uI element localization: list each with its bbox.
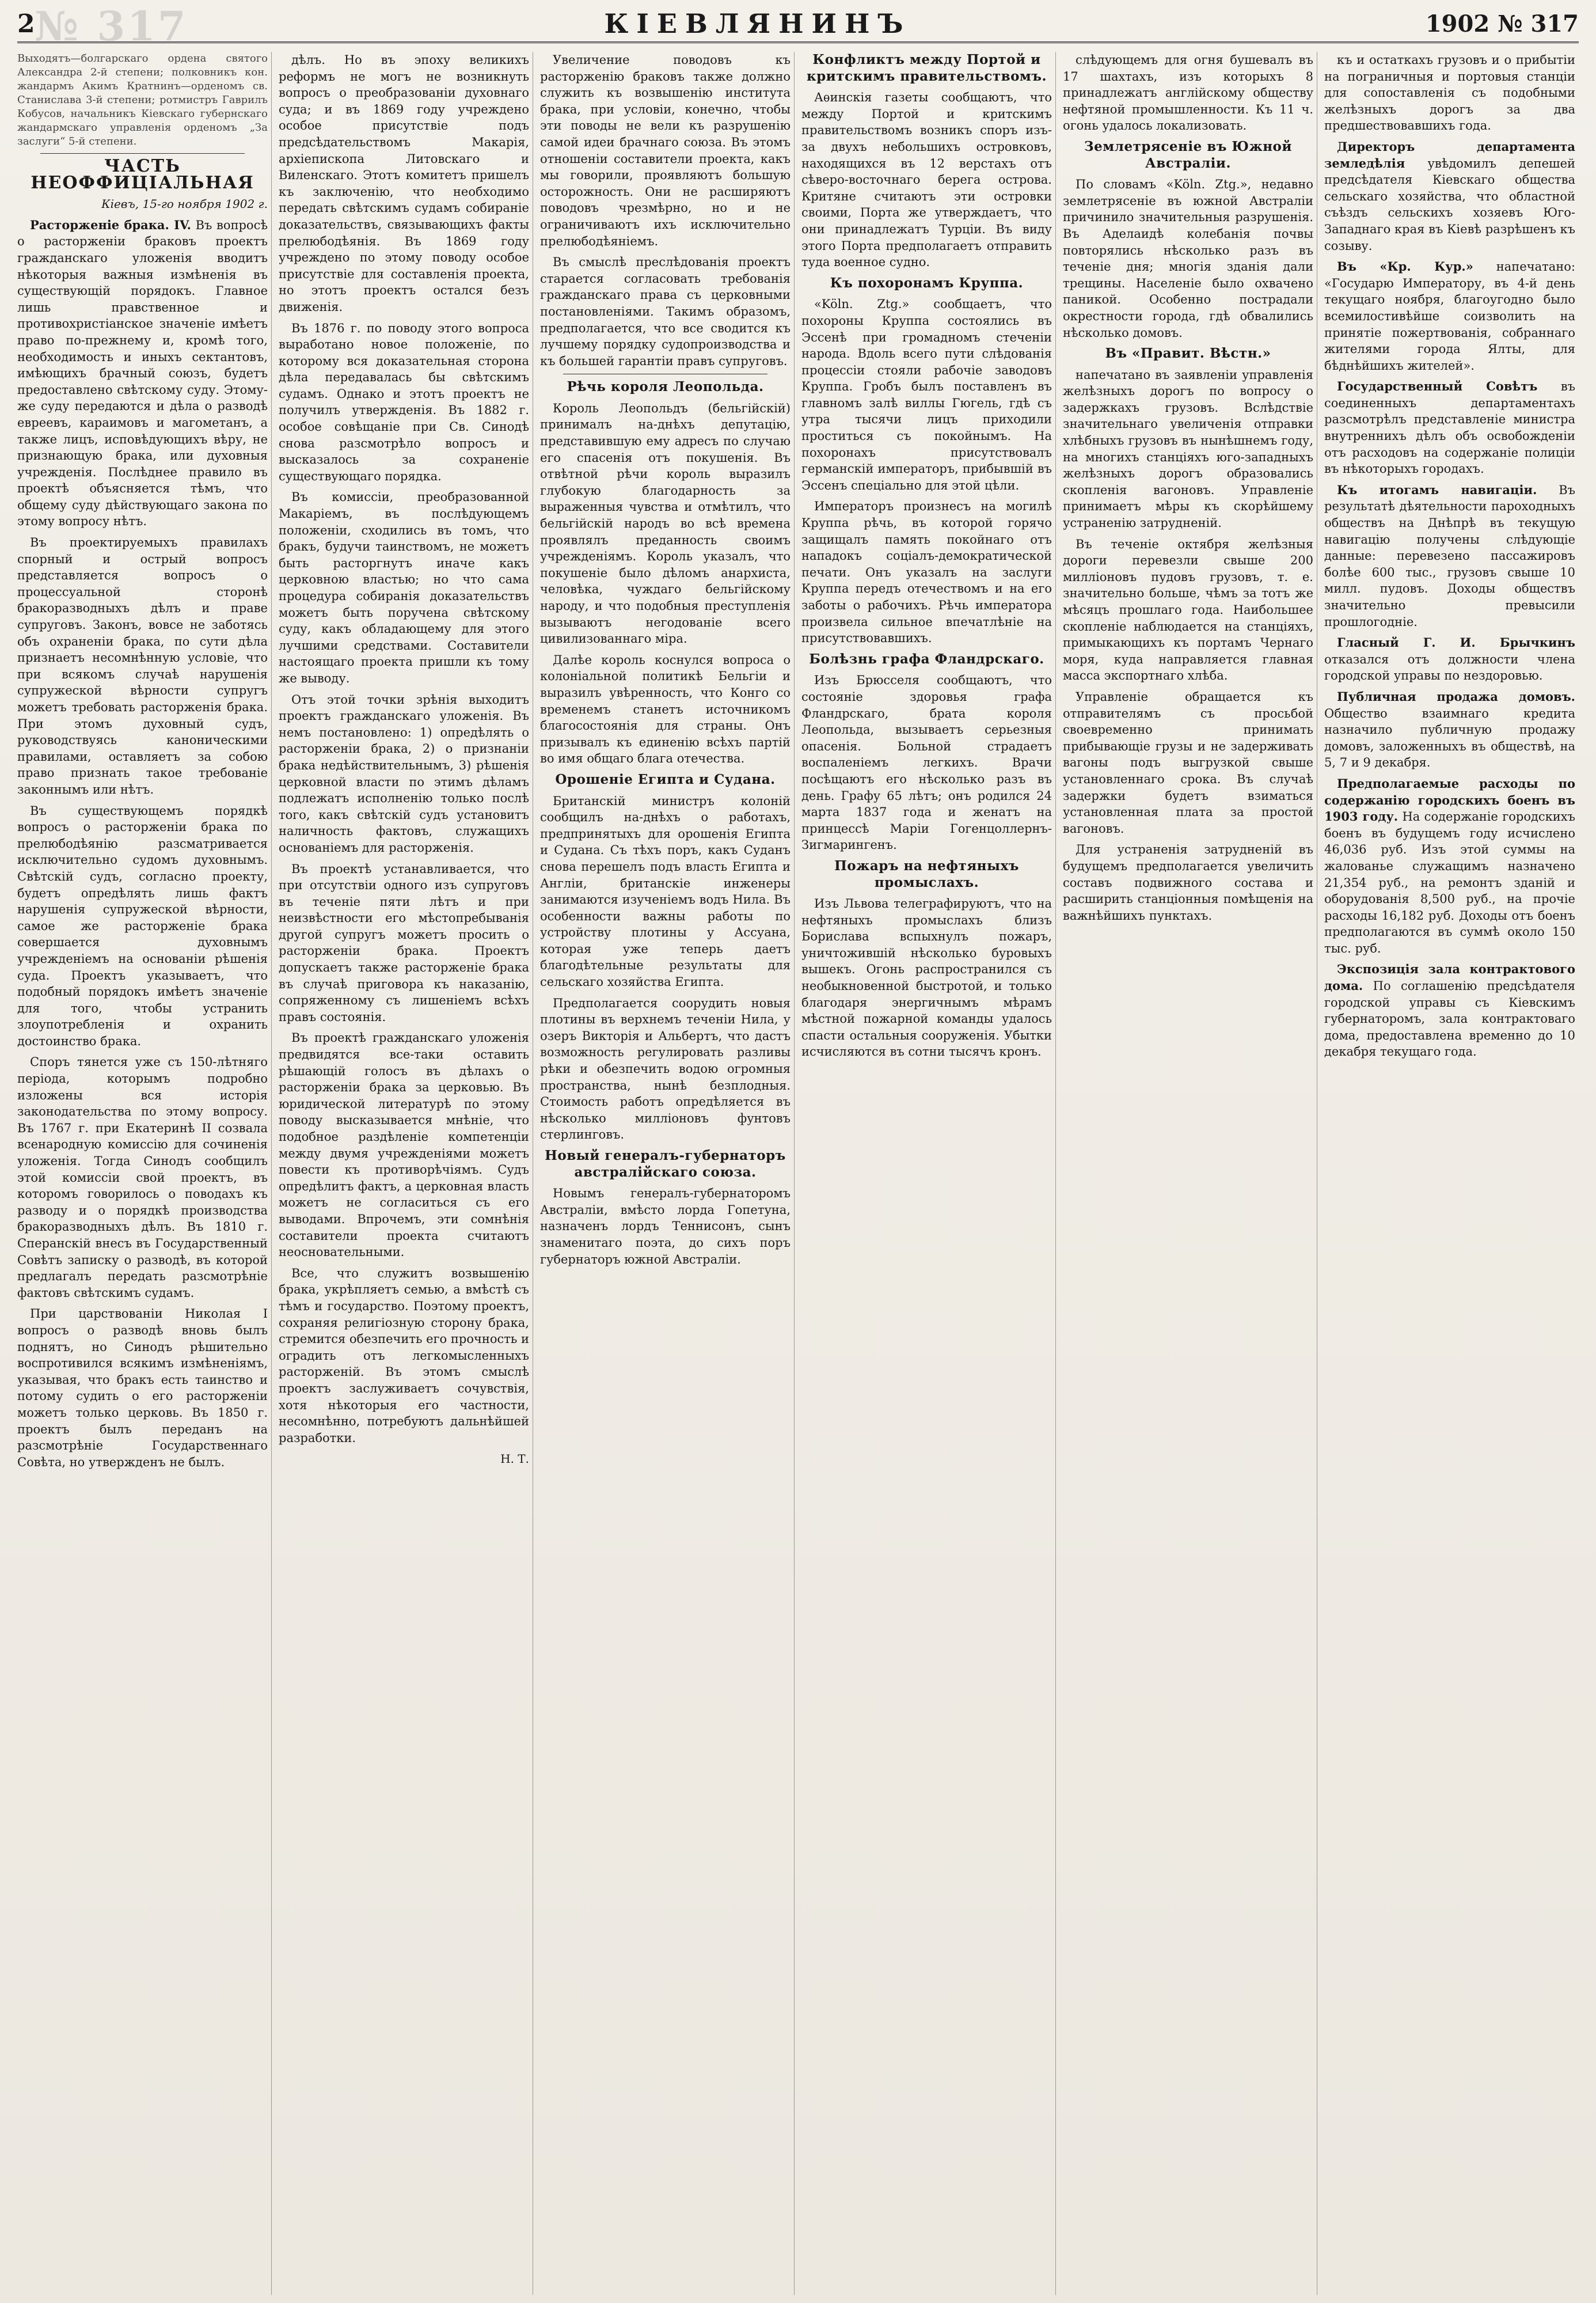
paragraph: Императоръ произнесъ на могилѣ Круппа рѣчь, въ которой горячо защищалъ память покойнаго отъ нападокъ соціалъ-демократической печати. Онъ указалъ на заслуги Круппа передъ отечествомъ и на его заботы о рабочихъ. Рѣчь императора произвела сильное впечатлѣніе на присутствовавшихъ. <box>801 499 1052 646</box>
paragraph <box>17 217 268 530</box>
column-1 <box>17 52 272 2295</box>
article-lead: Расторженіе брака. IV. <box>30 217 191 232</box>
column-4 <box>801 52 1056 2295</box>
paragraph: Увеличение поводовъ къ расторженію браковъ также должно служить къ возвышенію института брака, при условіи, конечно, чтобы эти поводы не вели къ разрушенію самой идеи брачнаго союза. Въ этомъ отношеніи составители проекта, какъ мы говорили, проявляютъ большую осторожность. Они не расширяютъ поводовъ чрезмѣрно, но и не ограничиваютъ ихъ исключительно прелюбодѣяніемъ. <box>540 53 791 248</box>
column-2 <box>279 52 533 2295</box>
news-item <box>1324 139 1575 254</box>
article-heading: Пожаръ на нефтяныхъ промыслахъ. <box>834 858 1019 890</box>
paragraph: Въ проектѣ гражданскаго уложенія предвидятся все-таки оставить рѣшающій голосъ въ дѣлахъ о расторженіи брака за церковью. Въ юридической литературѣ по этому поводу высказывается мнѣніе, что подобное раздѣленіе компетенціи между двумя учрежденіями можетъ повести къ противорѣчіямъ. Судъ опредѣлитъ фактъ, а церковная власть можетъ не согласиться съ его выводами. Впрочемъ, эти сомнѣнія составители проекта считаютъ неосновательными. <box>279 1031 529 1259</box>
paragraph: Предполагается соорудить новыя плотины въ верхнемъ теченіи Нила, у озеръ Викторія и Альбертъ, что дастъ возможность регулировать разливы рѣки и обезпечить водою огромныя пространства, нынѣ безплодныя. Стоимость работъ опредѣляется въ нѣсколько милліоновъ фунтовъ стерлинговъ. <box>540 996 791 1142</box>
award-notice: Выходятъ—болгарскаго ордена святого Александра 2-й степени; полковникъ кон. жандармъ Акимъ Кратнинъ—орденомъ св. Станислава 3-й степени; ротмистръ Гаврилъ Кобусов, начальникъ Кіевскаго губернскаго жандармскаго управленія орденомъ „За заслуги“ 5-й степени. <box>17 52 268 147</box>
paragraph: Управленіе обращается къ отправителямъ съ просьбой своевременно принимать прибывающіе грузы и не задерживать вагоны подъ выгрузкой свыше установленнаго срока. Въ случаѣ задержки будетъ взиматься установленная плата за простой вагоновъ. <box>1063 689 1313 836</box>
paragraph: Для устраненія затрудненій въ будущемъ предполагается увеличить составъ подвижного состава и расширить станціонныя помѣщенія на важнѣйшихъ пунктахъ. <box>1063 843 1313 923</box>
paragraph: Въ теченіе октября желѣзныя дороги перевезли свыше 200 милліоновъ пудовъ грузовъ, т. е. значительно больше, чѣмъ за тотъ же мѣсяцъ прошлаго года. Наибольшее скопленіе наблюдается на станціяхъ, примыкающихъ къ портамъ Чернаго моря, куда направляется главная масса экспортнаго хлѣба. <box>1063 537 1313 683</box>
item-text: въ соединенныхъ департаментахъ разсмотрѣлъ представленіе министра внутреннихъ дѣлъ объ освобожденіи отъ расходовъ на содержаніе полиціи въ нѣкоторыхъ городахъ. <box>1324 380 1575 476</box>
item-text: напечатано: «Государю Императору, въ 4-й день текущаго ноября, благоугодно было всемилостивѣйше соизволить на принятіе пожертвованія, собраннаго жителями города Ялты, для бѣднѣйшихъ жителей». <box>1324 260 1575 373</box>
item-lead: Экспозиція зала контрактового дома. <box>1324 962 1575 993</box>
article-heading: Новый генералъ-губернаторъ австралійскаго союза. <box>545 1148 786 1180</box>
paragraph: Споръ тянется уже съ 150-лѣтняго періода, которымъ подробно изложены вся исторія законодательства по этому вопросу. Въ 1767 г. при Екатеринѣ II созвала всенародную комиссію для сочиненія уложенія. Тогда Синодъ сообщилъ этой комиссіи свой проектъ, въ которомъ говорилось о поводахъ къ разводу и о порядкѣ производства бракоразводныхъ дѣлъ. Въ 1810 г. Сперанскій внесъ въ Государственный Совѣтъ записку о разводѣ, въ которой предлагалъ передать разсмотрѣніе фактовъ свѣтскимъ судамъ. <box>17 1055 268 1300</box>
item-text: Общество взаимнаго кредита назначило публичную продажу домовъ, заложенныхъ въ обществѣ, на 5, 7 и 9 декабря. <box>1324 706 1575 770</box>
article-columns <box>17 52 1579 2295</box>
column-3 <box>540 52 795 2295</box>
item-text: увѣдомилъ депешей предсѣдателя Кіевскаго общества сельскаго хозяйства, что областной съѣздъ сельскихъ хозяевъ Юго-Западнаго края въ Кіевѣ разрѣшенъ къ созыву. <box>1324 156 1575 253</box>
article-heading: Орошеніе Египта и Судана. <box>555 771 776 787</box>
issue-number: 1902 № 317 <box>1425 10 1579 37</box>
paragraph: Въ проектѣ устанавливается, что при отсутствіи одного изъ супруговъ въ теченіе пяти лѣтъ и при неизвѣстности его мѣстопребыванія другой супругъ можетъ просить о расторженіи брака. Проектъ допускаетъ также расторженіе брака въ случаѣ приговора къ наказанію, сопряженному съ лишеніемъ всѣхъ правъ состоянія. <box>279 862 529 1024</box>
paragraph: Въ 1876 г. по поводу этого вопроса выработано новое положеніе, по которому вся доказательная сторона дѣла передавалась бы свѣтскимъ судамъ. Однако и этотъ проектъ не получилъ утвержденія. Въ 1882 г. особое совѣщаніе при Св. Синодѣ снова разсмотрѣло вопросъ и высказалось за сохраненіе существующаго порядка. <box>279 321 529 483</box>
paragraph: слѣдующемъ для огня бушевалъ въ 17 шахтахъ, изъ которыхъ 8 принадлежатъ англійскому обществу нефтяной промышленности. Къ 11 ч. огонь удалось локализовать. <box>1063 53 1313 133</box>
paragraph: Аѳинскія газеты сообщаютъ, что между Портой и критскимъ правительствомъ возникъ споръ изъ-за двухъ небольшихъ островковъ, находящихся въ 12 верстахъ отъ сѣверо-восточнаго берега острова. Критяне считаютъ эти островки своими, Порта же утверждаетъ, что они принадлежатъ Турціи. Въ виду этого Порта предполагаетъ отправить туда военное судно. <box>801 90 1052 270</box>
item-lead: Гласный Г. И. Брычкинъ <box>1337 635 1575 650</box>
author-signature: Н. Т. <box>500 1452 529 1466</box>
article-heading: Въ «Правит. Вѣстн.» <box>1105 346 1271 362</box>
paragraph: «Köln. Ztg.» сообщаетъ, что похороны Круппа состоялись въ Эссенѣ при громадномъ стеченіи народа. Вдоль всего пути слѣдованія процессіи стояли рабочіе заводовъ Круппа. Гробъ былъ поставленъ въ главномъ залѣ виллы Гюгель, гдѣ съ утра тысячи лицъ приходили проститься съ покойнымъ. На похоронахъ присутствовалъ германскій императоръ, прибывшій въ Эссенъ спеціально для этой цѣли. <box>801 297 1052 492</box>
article-heading: Конфликтъ между Портой и критскимъ правительствомъ. <box>806 52 1047 84</box>
item-text: отказался отъ должности члена городской управы по нездоровью. <box>1324 652 1575 683</box>
paragraph: Новымъ генералъ-губернаторомъ Австраліи, вмѣсто лорда Гопетуна, назначенъ лордъ Теннисонъ, сынъ знаменитаго поэта, до сихъ поръ губернаторъ южной Австраліи. <box>540 1186 791 1266</box>
item-lead: Къ итогамъ навигаціи. <box>1337 482 1537 497</box>
item-lead: Публичная продажа домовъ. <box>1337 689 1575 704</box>
masthead <box>17 6 1579 43</box>
news-item <box>1324 635 1575 684</box>
paragraph: дѣлъ. Но въ эпоху великихъ реформъ не могъ не возникнуть вопросъ о преобразованіи духовнаго суда; и въ 1869 году учреждено особое присутствіе подъ предсѣдательствомъ Макарія, архіепископа Литовскаго и Виленскаго. Этотъ комитетъ пришелъ къ заключенію, что необходимо передать свѣтскимъ судамъ собираніе доказательствъ, связывающихъ факты прелюбодѣянія. Въ 1869 году учреждено по этому поводу особое присутствіе для составленія проекта, но этотъ проектъ остался безъ движенія. <box>279 53 529 314</box>
divider <box>40 153 245 154</box>
paragraph: Изъ Львова телеграфируютъ, что на нефтяныхъ промыслахъ близъ Борислава вспыхнулъ пожаръ, уничтожившій нѣсколько буровыхъ вышекъ. Огонь распространился съ необыкновенной быстротой, и только благодаря энергичнымъ мѣрамъ мѣстной пожарной команды удалось спасти остальныя сооруженія. Убытки исчисляются въ сотни тысячъ кронъ. <box>801 897 1052 1059</box>
item-lead: Предполагаемые расходы по содержанію городскихъ боенъ въ 1903 году. <box>1324 776 1575 824</box>
item-text: На содержаніе городскихъ боенъ въ будущемъ году исчислено 46,036 руб. Изъ этой суммы на жалованье служащимъ назначено 21,354 руб., на ремонтъ зданій и оборудованія 8,500 руб., на прочіе расходы 16,182 руб. Доходы отъ боенъ предполагаются въ суммѣ около 150 тыс. руб. <box>1324 810 1575 955</box>
faded-issue-stamp: № 317 <box>35 2 188 50</box>
news-item <box>1324 259 1575 374</box>
paragraph: Въ проектируемыхъ правилахъ спорный и острый вопросъ представляется вопросъ о процессуальной сторонѣ бракоразводныхъ дѣлъ и праве супруговъ. Законъ, вовсе не заботясь объ охраненіи брака, по сути дѣла признаетъ несомнѣнную условіе, что при всякомъ случаѣ нарушенія супружеской вѣрности супругъ можетъ требовать расторженія брака. При этомъ духовный судъ, руководствуясь каноническими правилами, оставляетъ за собою право признать такое требованіе законнымъ или нѣтъ. <box>17 536 268 796</box>
paragraph: Изъ Брюсселя сообщаютъ, что состояніе здоровья графа Фландрскаго, брата короля Леопольда, вызываетъ серьезныя опасенія. Больной страдаетъ воспаленіемъ легкихъ. Врачи посѣщаютъ его нѣсколько разъ въ день. Графу 65 лѣтъ; онъ родился 24 марта 1837 года и женатъ на принцессѣ Маріи Гогенцоллернъ-Зигмарингенъ. <box>801 673 1052 852</box>
page-number: 2 <box>17 9 35 39</box>
paragraph: Далѣе король коснулся вопроса о колоніальной политикѣ Бельгіи и выразилъ увѣренность, что Конго со временемъ станетъ источникомъ благосостоянія для страны. Онъ призывалъ къ единенію всѣхъ партій во имя общаго блага отечества. <box>540 652 791 766</box>
article-heading: Къ похоронамъ Круппа. <box>830 275 1024 291</box>
paragraph: напечатано въ заявленіи управленія желѣзныхъ дорогъ по вопросу о задержкахъ грузовъ. Вслѣдствіе значительнаго увеличенія отправки хлѣбныхъ грузовъ въ нынѣшнемъ году, на многихъ станціяхъ юго-западныхъ желѣзныхъ дорогъ образовались скопленія вагоновъ. Управленіе принимаетъ мѣры къ скорѣйшему устраненію затрудненій. <box>1063 367 1313 530</box>
news-item <box>1324 378 1575 477</box>
item-lead: Директоръ департамента земледѣлія <box>1324 139 1575 170</box>
newspaper-title: КІЕВЛЯНИНЪ <box>604 8 911 39</box>
dateline: Кіевъ, 15-го ноября 1902 г. <box>101 197 268 211</box>
paragraph-text: Въ вопросѣ о расторженіи браковъ проектъ гражданскаго уложенія вводитъ нѣкоторыя важныя измѣненія въ существующій порядокъ. Главное лишь правственное и противохристіанское значеніе имѣетъ право по-прежнему и, кромѣ того, необходимость и иныхъ сектантовъ, имѣющихъ брачный союзъ, будетъ предоставлено свѣтскому суду. Этому-же суду передаются и дѣла о разводѣ евреевъ, караимовъ и магометанъ, а также лицъ, исповѣдующихъ вѣру, не признающую брака, или духовныя учрежденія. Послѣднее правило въ проектѣ объясняется тѣмъ, что общему суду дѣйствующаго закона по этому вопросу нѣтъ. <box>17 218 268 529</box>
paragraph: къ и остаткахъ грузовъ и о прибытіи на пограничныя и портовыя станціи для сопоставленія съ подобными желѣзныхъ дорогъ за два предшествовавшихъ года. <box>1324 53 1575 133</box>
item-lead: Государственный Совѣтъ <box>1337 379 1538 394</box>
paragraph: Въ комиссіи, преобразованной Макаріемъ, въ послѣдующемъ положеніи, сходились въ томъ, что бракъ, будучи таинствомъ, не можетъ быть расторгнутъ иначе какъ церковною властью; но что сама процедура собиранія доказательствъ можетъ быть поручена свѣтскому суду, какъ обладающему для этого лучшими средствами. Составители настоящаго проекта пришли къ тому же выводу. <box>279 490 529 685</box>
column-6 <box>1324 52 1579 2295</box>
article-heading: Рѣчь короля Леопольда. <box>567 379 764 395</box>
paragraph: Король Леопольдъ (бельгійскій) принималъ на-днѣхъ депутацію, представившую ему адресъ по случаю его спасенія отъ покушенія. Въ отвѣтной рѣчи король выразилъ глубокую благодарность за выраженныя чувства и отмѣтилъ, что бельгійскій народъ во всѣ времена проявлялъ преданность своимъ учрежденіямъ. Король указалъ, что покушеніе было дѣломъ анархиста, человѣка, чуждаго бельгійскому народу, и что подобныя преступленія вызываютъ негодованіе всего цивилизованнаго міра. <box>540 401 791 646</box>
item-text: По соглашенію предсѣдателя городской управы съ Кіевскимъ губернаторомъ, зала контрактоваго дома, предоставлена временно до 10 декабря текущаго года. <box>1324 979 1575 1059</box>
article-heading: Землетрясеніе въ Южной Австраліи. <box>1084 138 1292 171</box>
news-item <box>1324 961 1575 1060</box>
item-lead: Въ «Кр. Кур.» <box>1337 259 1473 274</box>
paragraph: Въ существующемъ порядкѣ вопросъ о расторженіи брака по прелюбодѣянію разсматривается исключительно судомъ духовнымъ. Свѣтскій судъ, согласно проекту, будетъ опредѣлять лишь фактъ нарушенія супружеской вѣрности, самое же расторженіе брака совершается духовнымъ учрежденіемъ на основаніи рѣшенія суда. Проектъ указываетъ, что подобный порядокъ имѣетъ значеніе для того, чтобы устранить злоупотребленія и охранить достоинство брака. <box>17 803 268 1048</box>
paragraph: Британскій министръ колоній сообщилъ на-днѣхъ о работахъ, предпринятыхъ для орошенія Египта и Судана. Съ тѣхъ поръ, какъ Суданъ снова перешелъ подъ власть Египта и Англіи, британскіе инженеры занимаются изученіемъ водъ Нила. Въ особенности важны работы по устройству плотины у Ассуана, которая уже теперь даетъ благодѣтельные результаты для сельскаго хозяйства Египта. <box>540 794 791 989</box>
news-item <box>1324 689 1575 771</box>
news-item <box>1324 776 1575 957</box>
paragraph: Все, что служитъ возвышенію брака, укрѣпляетъ семью, а вмѣстѣ съ тѣмъ и государство. Поэтому проектъ, сохраняя религіозную сторону брака, стремится обезпечить его прочность и оградить отъ легкомысленныхъ расторженій. Въ этомъ смыслѣ проектъ заслуживаетъ сочувствія, хотя нѣкоторыя его частности, несомнѣнно, потребуютъ дальнѣйшей разработки. <box>279 1266 529 1445</box>
column-5 <box>1063 52 1317 2295</box>
paragraph: Отъ этой точки зрѣнія выходитъ проектъ гражданскаго уложенія. Въ немъ постановлено: 1) опредѣлять о расторженіи брака, 2) о признаніи брака недѣйствительнымъ, 3) рѣшенія церковной власти по этимъ дѣламъ подлежатъ исполненію только послѣ того, какъ свѣтскій судъ установитъ наличность фактовъ, служащихъ основаніемъ для расторженія. <box>279 692 529 855</box>
section-title: ЧАСТЬ НЕОФФИЦІАЛЬНАЯ <box>31 156 254 193</box>
item-text: Въ результатѣ дѣятельности пароходныхъ обществъ на Днѣпрѣ въ текущую навигацію получены слѣдующіе данные: перевезено пассажировъ болѣе 600 тыс., грузовъ свыше 10 милл. пудовъ. Доходы обществъ значительно превысили прошлогодніе. <box>1324 483 1575 629</box>
paragraph: По словамъ «Köln. Ztg.», недавно землетрясеніе въ южной Австраліи причинило значительныя разрушенія. Въ Аделаидѣ колебанія почвы повторялись нѣсколько разъ въ теченіе дня; многія зданія дали трещины. Населеніе было охвачено паникой. Особенно пострадали окрестности города, гдѣ обвалились нѣсколько домовъ. <box>1063 177 1313 340</box>
news-item <box>1324 482 1575 630</box>
paragraph: Въ смыслѣ преслѣдованія проектъ старается согласовать требованія гражданскаго права съ церковными постановленіями. Такимъ образомъ, предполагается, что все сводится къ лучшему порядку судопроизводства и къ большей гарантіи правъ супруговъ. <box>540 255 791 368</box>
paragraph: При царствованіи Николая I вопросъ о разводѣ вновь былъ поднятъ, но Синодъ рѣшительно воспротивился всякимъ измѣненіямъ, указывая, что бракъ есть таинство и потому судить о его расторженіи можетъ только церковь. Въ 1850 г. проектъ былъ переданъ на разсмотрѣніе Государственнаго Совѣта, но утвержденъ не былъ. <box>17 1307 268 1469</box>
article-heading: Болѣзнь графа Фландрскаго. <box>809 651 1044 667</box>
